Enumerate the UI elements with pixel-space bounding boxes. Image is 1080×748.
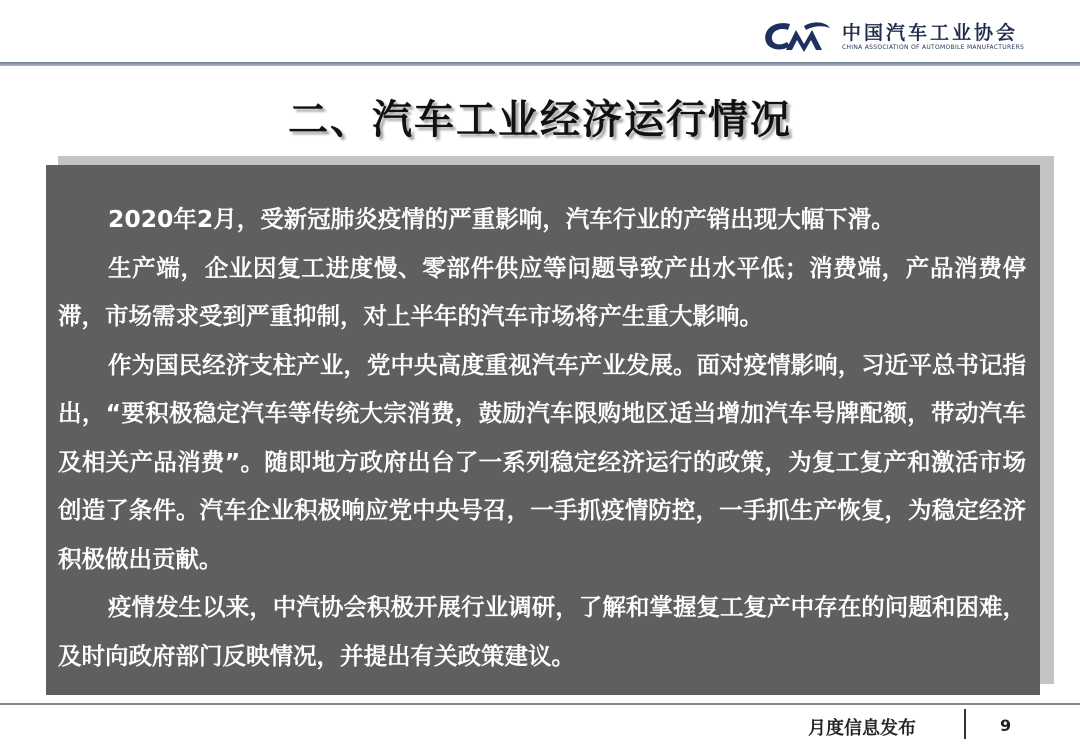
paragraph-1: 2020年2月，受新冠肺炎疫情的严重影响，汽车行业的产销出现大幅下滑。 <box>108 205 895 233</box>
footer-divider <box>0 703 1080 705</box>
cam-logo-icon <box>760 18 832 54</box>
paragraph-3: 作为国民经济支柱产业，党中央高度重视汽车产业发展。面对疫情影响，习近平总书记指出，“要积极稳定汽车等传统大宗消费，鼓励汽车限购地区适当增加汽车号牌配额，带动汽车及相关产品消费”。随即地方政府出台了一系列稳定经济运行的政策，为复工复产和激活市场创造了条件。汽车企业积极响应党中央号召，一手抓疫情防控，一手抓生产恢复，为稳定经济积极做出贡献。 <box>58 350 1026 573</box>
slide-title: 二、汽车工业经济运行情况 <box>288 97 792 143</box>
org-name-en: CHINA ASSOCIATION OF AUTOMOBILE MANUFACTURERS <box>842 44 1025 51</box>
page-number: 9 <box>1000 716 1012 735</box>
header-divider <box>0 62 1080 66</box>
content-panel <box>46 165 1040 695</box>
org-name-cn: 中国汽车工业协会 <box>842 22 1019 44</box>
paragraph-2: 生产端，企业因复工进度慢、零部件供应等问题导致产出水平低；消费端，产品消费停滞，市场需求受到严重抑制，对上半年的汽车市场将产生重大影响。 <box>58 253 1026 330</box>
paragraph-4: 疫情发生以来，中汽协会积极开展行业调研，了解和掌握复工复产中存在的问题和困难，及时向政府部门反映情况，并提出有关政策建议。 <box>58 593 1026 670</box>
cam-logo <box>760 16 1060 56</box>
footer-label: 月度信息发布 <box>808 718 916 739</box>
footer-separator <box>964 709 966 739</box>
